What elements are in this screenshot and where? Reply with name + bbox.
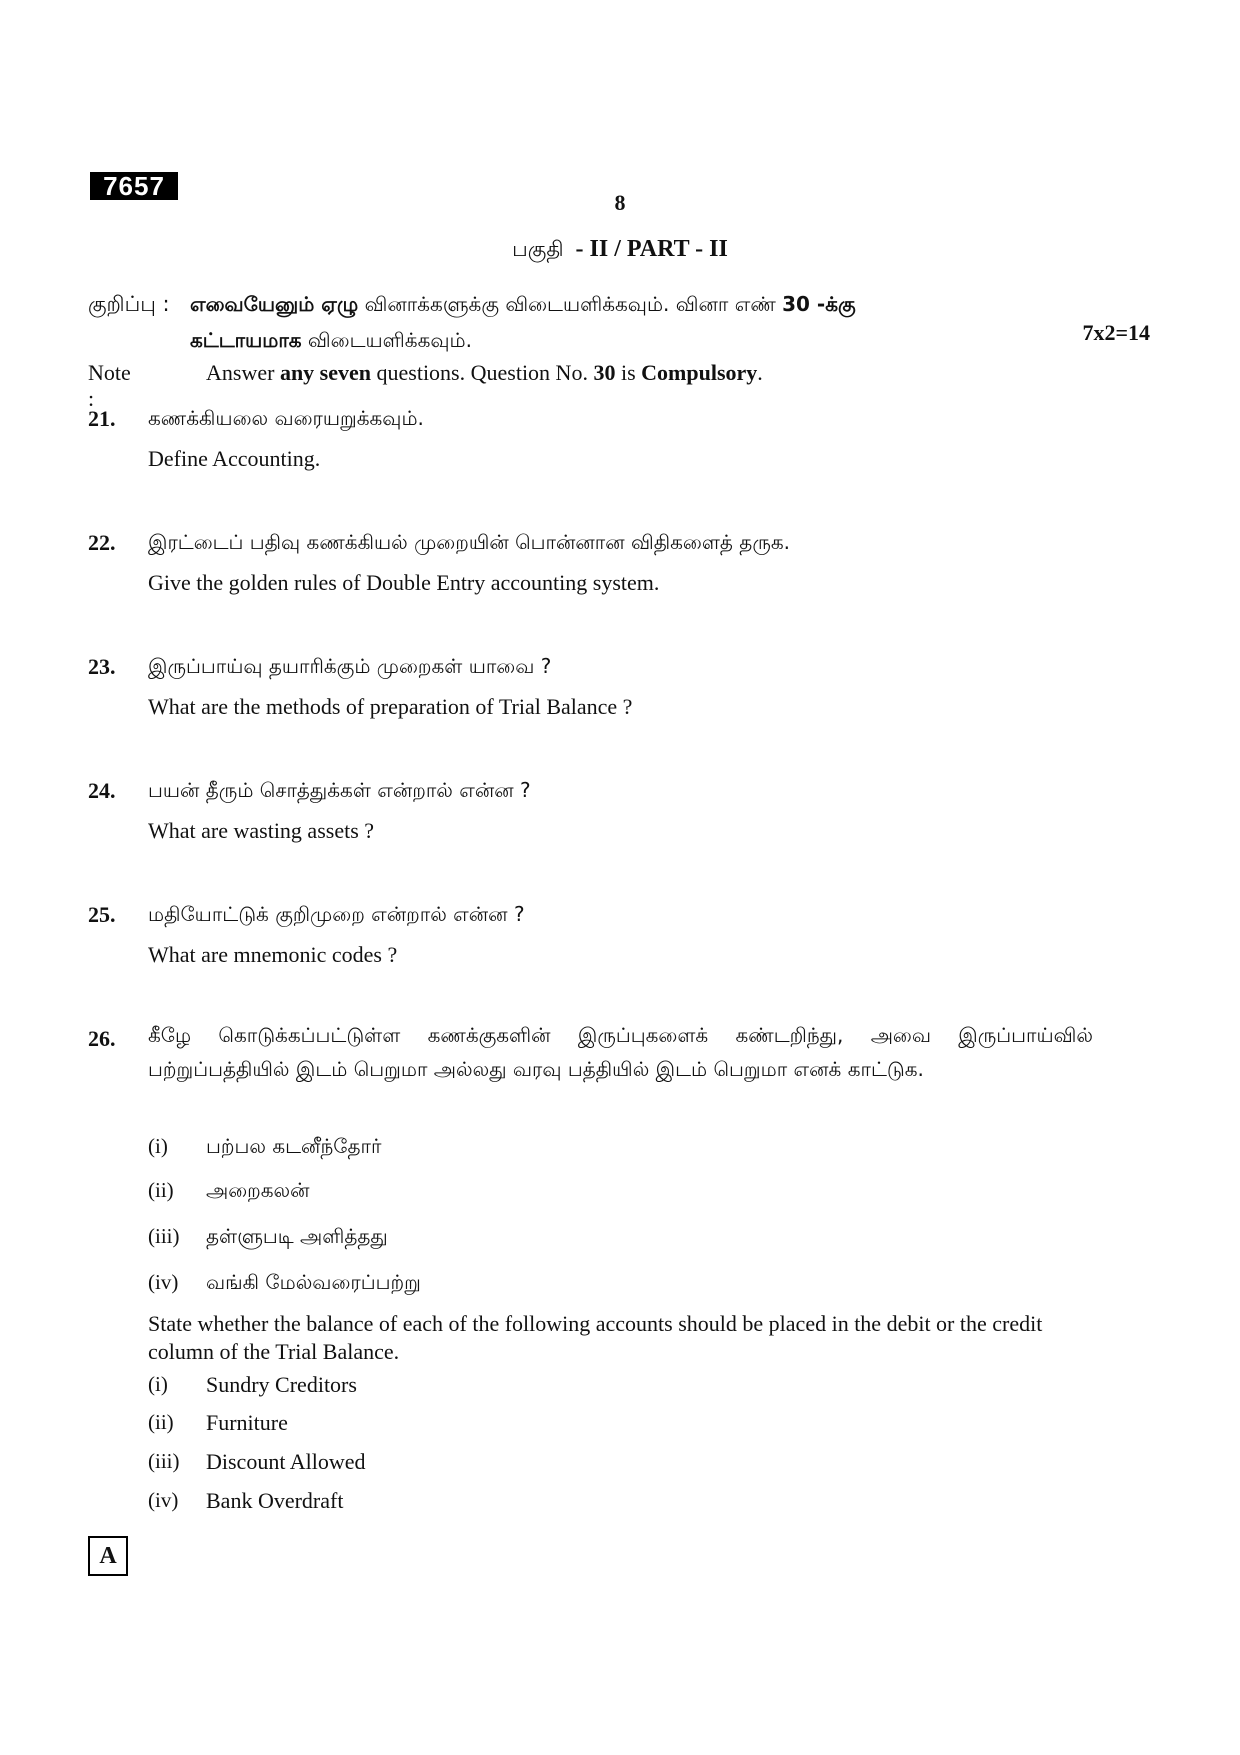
question-tamil: இரட்டைப் பதிவு கணக்கியல் முறையின் பொன்னான விதிகளைத் தருக. (148, 530, 791, 554)
paper-code-badge: 7657 (90, 172, 178, 200)
tamil-note-text-2: விடையளிக்கவும். (301, 328, 472, 352)
question-tamil: இருப்பாய்வு தயாரிக்கும் முறைகள் யாவை ? (148, 654, 552, 678)
tamil-note-label: குறிப்பு : (88, 292, 170, 316)
question-english: Give the golden rules of Double Entry accounting system. (148, 570, 660, 595)
question-number: 25. (88, 902, 116, 927)
question-number: 23. (88, 654, 116, 679)
question-english: What are the methods of preparation of Trial Balance ? (148, 694, 633, 719)
version-box: A (88, 1536, 128, 1576)
question-tamil: கீழே கொடுக்கப்பட்டுள்ள கணக்குகளின் இருப்புகளைக் கண்டறிந்து, அவை இருப்பாய்வில் பற்றுப்பத்தியில் இடம் பெறுமா அல்லது வரவு பத்தியில் இடம் பெறுமா எனக் காட்டுக. (148, 1023, 1093, 1081)
question-number: 22. (88, 530, 116, 555)
tamil-note-bold-3: கட்டாயமாக (190, 328, 302, 352)
english-note-label: Note : (88, 360, 131, 411)
tamil-note-body (190, 286, 1180, 358)
page-number: 8 (614, 190, 626, 215)
question-tamil: மதியோட்டுக் குறிமுறை என்றால் என்ன ? (148, 902, 525, 926)
question-english: Define Accounting. (148, 446, 321, 471)
tamil-note-text-1: வினாக்களுக்கு விடையளிக்கவும். வினா எண் (358, 292, 783, 316)
tamil-note-bold-2: 30 -க்கு (782, 292, 856, 316)
part-title-english: - II / PART - II (575, 236, 728, 262)
question-english: What are mnemonic codes ? (148, 942, 398, 967)
question-tamil: பயன் தீரும் சொத்துக்கள் என்றால் என்ன ? (148, 778, 531, 802)
tamil-note-bold-1: எவையேனும் ஏழு (190, 292, 359, 316)
question-number: 24. (88, 778, 116, 803)
question-english: State whether the balance of each of the following accounts should be placed in the debit or the credit column of the Trial Balance. (148, 1311, 1043, 1364)
question-english: What are wasting assets ? (148, 818, 375, 843)
question-tamil: கணக்கியலை வரையறுக்கவும். (148, 406, 424, 430)
question-number: 26. (88, 1026, 116, 1051)
part-title (0, 236, 1240, 264)
english-note-body: Answer any seven questions. Question No. 30 is Compulsory. (206, 360, 763, 385)
part-title-tamil: பகுதி (512, 237, 564, 261)
marks-allocation: 7x2=14 (1082, 320, 1150, 345)
question-number: 21. (88, 406, 116, 431)
